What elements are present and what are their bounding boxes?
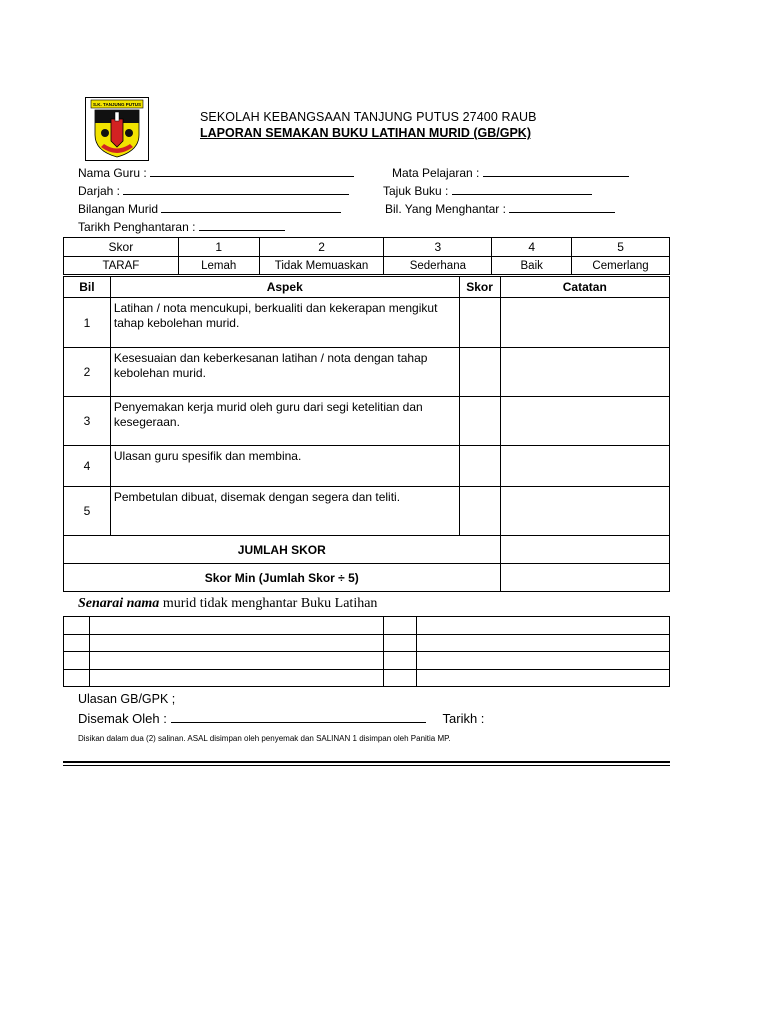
tarikh-penghantaran-label: Tarikh Penghantaran : <box>78 220 196 234</box>
senarai-bold: Senarai nama <box>78 596 160 611</box>
row-skor-cell[interactable] <box>459 298 500 348</box>
row-skor-cell[interactable] <box>459 446 500 487</box>
list-no-cell[interactable] <box>384 634 417 652</box>
row-bil: 4 <box>64 446 111 487</box>
table-row <box>64 397 670 446</box>
skor-label: Skor <box>64 238 179 257</box>
school-name: SEKOLAH KEBANGSAAN TANJUNG PUTUS 27400 RAUB <box>200 110 537 124</box>
row-aspek: Kesesuaian dan keberkesanan latihan / nota dengan tahap kebolehan murid. <box>110 348 459 397</box>
row-catatan-cell[interactable] <box>500 446 669 487</box>
list-name-cell[interactable] <box>417 617 670 635</box>
tarikh-label: Tarikh : <box>442 711 485 726</box>
school-logo <box>85 97 149 161</box>
list-no-cell[interactable] <box>384 617 417 635</box>
level-1: Lemah <box>178 257 259 275</box>
senarai-heading <box>78 596 377 612</box>
bilangan-murid-label: Bilangan Murid <box>78 202 159 216</box>
list-row <box>64 669 670 687</box>
row-aspek: Pembetulan dibuat, disemak dengan segera dan teliti. <box>110 487 459 536</box>
table-row <box>64 446 670 487</box>
darjah-line[interactable] <box>123 184 349 195</box>
taraf-label: TARAF <box>64 257 179 275</box>
row-aspek: Penyemakan kerja murid oleh guru dari segi ketelitian dan kesegeraan. <box>110 397 459 446</box>
darjah-label: Darjah : <box>78 184 121 198</box>
table-row <box>64 487 670 536</box>
tarikh-penghantaran-line[interactable] <box>199 220 285 231</box>
tajuk-buku-label: Tajuk Buku : <box>383 184 449 198</box>
ulasan-label: Ulasan GB/GPK ; <box>78 692 176 706</box>
bil-menghantar-field[interactable] <box>385 202 615 216</box>
row-skor-cell[interactable] <box>459 487 500 536</box>
disemak-label: Disemak Oleh : <box>78 711 167 726</box>
score-2: 2 <box>259 238 384 257</box>
row-bil: 1 <box>64 298 111 348</box>
nama-guru-line[interactable] <box>150 166 354 177</box>
list-row <box>64 652 670 670</box>
list-row <box>64 617 670 635</box>
footer-rule <box>63 761 670 763</box>
list-no-cell[interactable] <box>64 634 90 652</box>
footer-rule-thin <box>63 765 670 766</box>
tarikh-penghantaran-field[interactable] <box>78 220 285 234</box>
jumlah-skor-cell[interactable] <box>500 536 669 564</box>
level-row <box>64 257 670 275</box>
level-4: Baik <box>492 257 572 275</box>
report-title: LAPORAN SEMAKAN BUKU LATIHAN MURID (GB/GPK) <box>200 126 531 140</box>
list-name-cell[interactable] <box>89 617 384 635</box>
senarai-rest: murid tidak menghantar Buku Latihan <box>159 596 378 611</box>
disemak-field[interactable] <box>78 711 484 726</box>
score-5: 5 <box>572 238 670 257</box>
nama-guru-field[interactable] <box>78 166 354 180</box>
list-name-cell[interactable] <box>89 669 384 687</box>
row-catatan-cell[interactable] <box>500 348 669 397</box>
bilangan-murid-line[interactable] <box>161 202 341 213</box>
row-aspek: Ulasan guru spesifik dan membina. <box>110 446 459 487</box>
level-2: Tidak Memuaskan <box>259 257 384 275</box>
header-skor: Skor <box>459 277 500 298</box>
jumlah-skor-label: JUMLAH SKOR <box>64 536 501 564</box>
score-4: 4 <box>492 238 572 257</box>
row-aspek: Latihan / nota mencukupi, berkualiti dan kekerapan mengikut tahap kebolehan murid. <box>110 298 459 348</box>
table-row <box>64 298 670 348</box>
skor-min-row <box>64 564 670 592</box>
score-3: 3 <box>384 238 492 257</box>
table-header <box>64 277 670 298</box>
list-no-cell[interactable] <box>64 669 90 687</box>
header-aspek: Aspek <box>110 277 459 298</box>
mata-pelajaran-line[interactable] <box>483 166 629 177</box>
header-catatan: Catatan <box>500 277 669 298</box>
evaluation-table <box>63 276 670 592</box>
list-name-cell[interactable] <box>417 652 670 670</box>
row-bil: 2 <box>64 348 111 397</box>
skor-min-cell[interactable] <box>500 564 669 592</box>
header-bil: Bil <box>64 277 111 298</box>
list-no-cell[interactable] <box>384 669 417 687</box>
level-3: Sederhana <box>384 257 492 275</box>
copy-note: Disikan dalam dua (2) salinan. ASAL disimpan oleh penyemak dan SALINAN 1 disimpan oleh Panitia MP. <box>78 734 451 743</box>
tajuk-buku-line[interactable] <box>452 184 592 195</box>
score-row <box>64 238 670 257</box>
list-name-cell[interactable] <box>417 669 670 687</box>
jumlah-skor-row <box>64 536 670 564</box>
list-name-cell[interactable] <box>417 634 670 652</box>
skor-min-label: Skor Min (Jumlah Skor ÷ 5) <box>64 564 501 592</box>
row-skor-cell[interactable] <box>459 397 500 446</box>
list-no-cell[interactable] <box>384 652 417 670</box>
list-name-cell[interactable] <box>89 634 384 652</box>
bil-menghantar-label: Bil. Yang Menghantar : <box>385 202 506 216</box>
darjah-field[interactable] <box>78 184 349 198</box>
row-catatan-cell[interactable] <box>500 487 669 536</box>
bilangan-murid-field[interactable] <box>78 202 341 216</box>
tajuk-buku-field[interactable] <box>383 184 592 198</box>
list-no-cell[interactable] <box>64 652 90 670</box>
nama-guru-label: Nama Guru : <box>78 166 147 180</box>
row-bil: 3 <box>64 397 111 446</box>
logo-text: S.K. TANJUNG PUTUS <box>93 102 141 107</box>
row-bil: 5 <box>64 487 111 536</box>
level-5: Cemerlang <box>572 257 670 275</box>
table-row <box>64 348 670 397</box>
score-scale-table <box>63 237 670 275</box>
mata-pelajaran-label: Mata Pelajaran : <box>392 166 480 180</box>
list-row <box>64 634 670 652</box>
disemak-line[interactable] <box>171 711 426 723</box>
row-catatan-cell[interactable] <box>500 397 669 446</box>
list-name-cell[interactable] <box>89 652 384 670</box>
mata-pelajaran-field[interactable] <box>392 166 629 180</box>
list-no-cell[interactable] <box>64 617 90 635</box>
row-catatan-cell[interactable] <box>500 298 669 348</box>
row-skor-cell[interactable] <box>459 348 500 397</box>
bil-menghantar-line[interactable] <box>509 202 615 213</box>
score-1: 1 <box>178 238 259 257</box>
student-list-table <box>63 616 670 687</box>
